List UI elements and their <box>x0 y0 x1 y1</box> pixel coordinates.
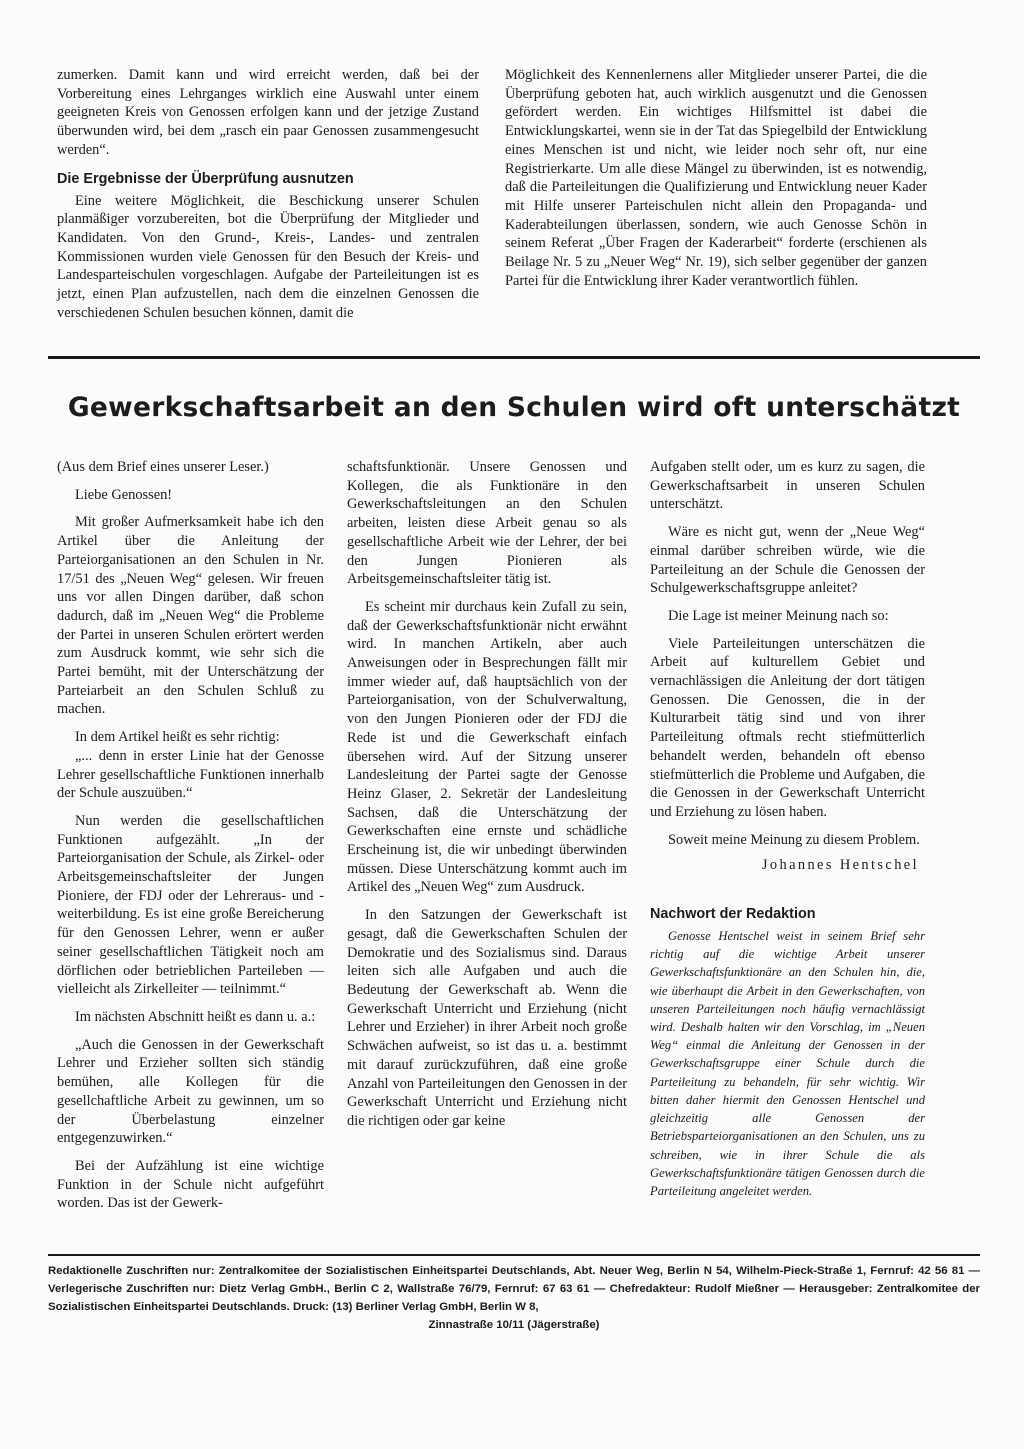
top-left-intro: zumerken. Damit kann und wird erreicht werden, daß bei der Vorbereitung eines Lehrganges wirklich eine Auswahl unter einem geeigneten Kreis von Genossen erfolgen kann und der jetzige Zustand überwunden wird, bei dem „rasch ein paar Genossen zusammengesucht werden“. <box>57 67 479 158</box>
afterword-text: Genosse Hentschel weist in seinem Brief sehr richtig auf die wichtige Arbeit unserer Gewerkschaftsfunktionäre an den Schulen hin, die, wie überhaupt die Arbeit in den Gewerkschaften, von unseren Parteileitungen noch häufig vernachlässigt wird. Deshalb halten wir den Vorschlag, im „Neuen Weg“ einmal die Anleitung der Genossen in der Gewerkschaftsgruppe einer Schule durch die Parteileitung zu behandeln, für sehr wichtig. Wir bitten daher hiermit den Genossen Hentschel und gleichzeitig alle Genossen der Betriebsparteiorganisationen an den Schulen, uns zu schreiben, wie in ihrer Schule die als Gewerkschaftsfunktionäre tätigen Genossen durch die Parteileitung angeleitet werden. <box>650 929 925 1198</box>
paragraph: Viele Parteileitungen unterschätzen die Arbeit auf kulturellem Gebiet und vernachlässigen die Anleitung der dort tätigen Genossen. Die Genossen, die in der Kulturarbeit tätig sind und von ihrer Parteileitung oftmals recht stiefmütterlich behandelt werden, behandeln oft ebenso stiefmütterlich die Probleme und Aufgaben, die die Genossen in der Gewerkschaft Unterricht und Erziehung zu lösen haben. <box>650 635 925 820</box>
top-right-column <box>505 66 927 290</box>
article-headline: Gewerkschaftsarbeit an den Schulen wird oft unterschätzt <box>67 392 961 423</box>
paragraph: Es scheint mir durchaus kein Zufall zu sein, daß der Gewerkschaftsfunktionär nicht erwähnt wird. In manchen Artikeln, aber auch Anweisungen oder in Besprechungen fällt mir immer wieder auf, daß hauptsächlich von der Parteiorganisation, von der Schulverwaltung, von den Jungen Pionieren oder der FDJ die Rede ist und die Gewerkschaft einfach übersehen wird. Auf der Sitzung unserer Landesleitung der Partei sagte der Genosse Heinz Glaser, 2. Sekretär der Landesleitung Sachsen, daß die Unterschätzung der Gewerkschaften eine ernste und schädliche Erscheinung ist, die wir unbedingt überwinden müssen. Diese Unterschätzung kommt auch im Artikel des „Neuen Weg“ zum Ausdruck. <box>347 598 627 896</box>
paragraph: In den Satzungen der Gewerkschaft ist gesagt, daß die Gewerkschaften Schulen der Demokratie und des Sozialismus sind. Daraus leiten sich alle Aufgaben und auch die Bedeutung der Gewerkschaft ab. Wenn die Gewerkschaft Unterricht und Erziehung (nicht Lehrer und Erzieher) in ihrer Arbeit noch große Schwächen aufweist, so ist das u. a. bestimmt mit darauf zurückzuführen, daß eine große Anzahl von Parteileitungen den Genossen in der Gewerkschaft Unterricht und Erziehung nicht die richtigen oder gar keine <box>347 907 627 1129</box>
author-signature: Johannes Hentschel <box>761 857 919 874</box>
top-left-column <box>57 66 479 322</box>
paragraph: Bei der Aufzählung ist eine wichtige Funktion in der Schule nicht aufgeführt worden. Das ist der Gewerk- <box>57 1157 324 1212</box>
paragraph: Wäre es nicht gut, wenn der „Neue Weg“ einmal darüber schreiben würde, wie die Parteileitung an der Schule die Genossen der Schulgewerkschaftsgruppe anleitet? <box>650 524 925 597</box>
imprint-last-line: Zinnastraße 10/11 (Jägerstraße) <box>428 1319 600 1331</box>
section-divider <box>48 356 980 359</box>
imprint <box>48 1262 980 1334</box>
paragraph: schaftsfunktionär. Unsere Genossen und Kollegen, die als Funktionäre in den Gewerkschaftsleitungen an den Schulen arbeiten, leisten diese Arbeit genau so als gesellschaftliche Arbeit wie der Lehrer, der bei den Jungen Pionieren als Arbeitsgemeinschaftsleiter tätig ist. <box>347 459 627 588</box>
section-heading: Die Ergebnisse der Überprüfung ausnutzen <box>57 170 354 187</box>
afterword-heading: Nachwort der Redaktion <box>650 906 816 923</box>
article-column-1 <box>57 458 324 1213</box>
quote: „... denn in erster Linie hat der Genosse Lehrer gesellschaftliche Funktionen innerhalb der Schule auszuüben.“ <box>57 747 324 802</box>
article-column-2 <box>347 458 627 1131</box>
paragraph: Nun werden die gesellschaftlichen Funktionen aufgezählt. „In der Parteiorganisation der Schule, als Zirkel- oder Arbeitsgemeinschaftsleiter der Jungen Pioniere, der FDJ oder der Lehreraus- und -weiterbildung. Es ist eine große Bereicherung für den Genossen Lehrer, wenn er außer seiner gesellschaftlichen Tätigkeit noch am dörflichen oder betrieblichen Parteileben — vielleicht als Zirkelleiter — teilnimmt.“ <box>57 812 324 998</box>
quote: „Auch die Genossen in der Gewerkschaft Lehrer und Erzieher sollten sich ständig bemühen, alle Kollegen für die gesellchaftliche Arbeit zu gewinnen, um so der Überbelastung einzelner entgegenzuwirken.“ <box>57 1036 324 1147</box>
source-note: (Aus dem Brief eines unserer Leser.) <box>57 459 269 475</box>
paragraph: In dem Artikel heißt es sehr richtig: <box>75 729 280 746</box>
top-left-body: Eine weitere Möglichkeit, die Beschickung unserer Schulen planmäßiger vorzubereiten, bot die Überprüfung der Mitglieder und Kandidaten. Von den Grund-, Kreis-, Landes- und zentralen Kommissionen wurden viele Genossen für den Besuch der Kreis- und Landesparteischulen vorgeschlagen. Aufgabe der Parteileitungen ist es jetzt, einen Plan aufzustellen, nach dem die einzelnen Genossen die verschiedenen Schulen besuchen können, damit die <box>57 192 479 321</box>
paragraph: Aufgaben stellt oder, um es kurz zu sagen, die Gewerkschaftsarbeit in unseren Schulen unterschätzt. <box>650 459 925 513</box>
paragraph: Mit großer Aufmerksamkeit habe ich den Artikel über die Anleitung der Parteiorganisationen an den Schulen in Nr. 17/51 des „Neuen Weg“ gelesen. Wir freuen uns vor allen Dingen darüber, daß schon dadurch, daß im „Neuen Weg“ die Probleme der Partei in unseren Schulen erörtert werden zum Ausdruck kommt, wie sehr sich die Partei bemüht, mit der Unterschätzung der Parteiarbeit an den Schulen Schluß zu machen. <box>57 514 324 718</box>
imprint-text: Redaktionelle Zuschriften nur: Zentralkomitee der Sozialistischen Einheitspartei Deutschlands, Abt. Neuer Weg, Berlin N 54, Wilhelm-Pieck-Straße 1, Fernruf: 42 56 81 — Verlegerische Zuschriften nur: Dietz Verlag GmbH., Berlin C 2, Wallstraße 76/79, Fernruf: 67 63 61 — Chefredakteur: Rudolf Mießner — Herausgeber: Zentralkomitee der Sozialistischen Einheitspartei Deutschlands. Druck: (13) Berliner Verlag GmbH, Berlin W 8, <box>48 1265 980 1313</box>
paragraph: Soweit meine Meinung zu diesem Problem. <box>668 831 920 848</box>
paragraph: Die Lage ist meiner Meinung nach so: <box>668 607 889 624</box>
afterword <box>650 927 925 1200</box>
article-column-3 <box>650 458 925 1200</box>
salutation: Liebe Genossen! <box>75 486 173 503</box>
footer-divider <box>48 1254 980 1256</box>
top-right-body: Möglichkeit des Kennenlernens aller Mitglieder unserer Partei, die die Überprüfung geboten hat, auch wirklich ausgenutzt und die Genossen gefördert werden. Ein wichtiges Hilfsmittel ist dabei die Entwicklungskartei, wenn sie in der Tat das Spiegelbild der Entwicklung eines Menschen ist und nicht, wie leider noch sehr oft, nur eine Registrierkarte. Um alle diese Mängel zu überwinden, ist es notwendig, daß die Parteileitungen die Qualifizierung und Entwicklung neuer Kader mit Hilfe unserer Parteischulen nicht allein den Propaganda- und Kaderabteilungen überlassen, sondern, wie auch Genosse Schön in seinem Referat „Über Fragen der Kaderarbeit“ forderte (erschienen als Beilage Nr. 5 zu „Neuer Weg“ Nr. 19), sich selber gegenüber der ganzen Partei für die Entwicklung ihrer Kader verantwortlich fühlen. <box>505 67 927 289</box>
paragraph: Im nächsten Abschnitt heißt es dann u. a.: <box>75 1008 316 1025</box>
